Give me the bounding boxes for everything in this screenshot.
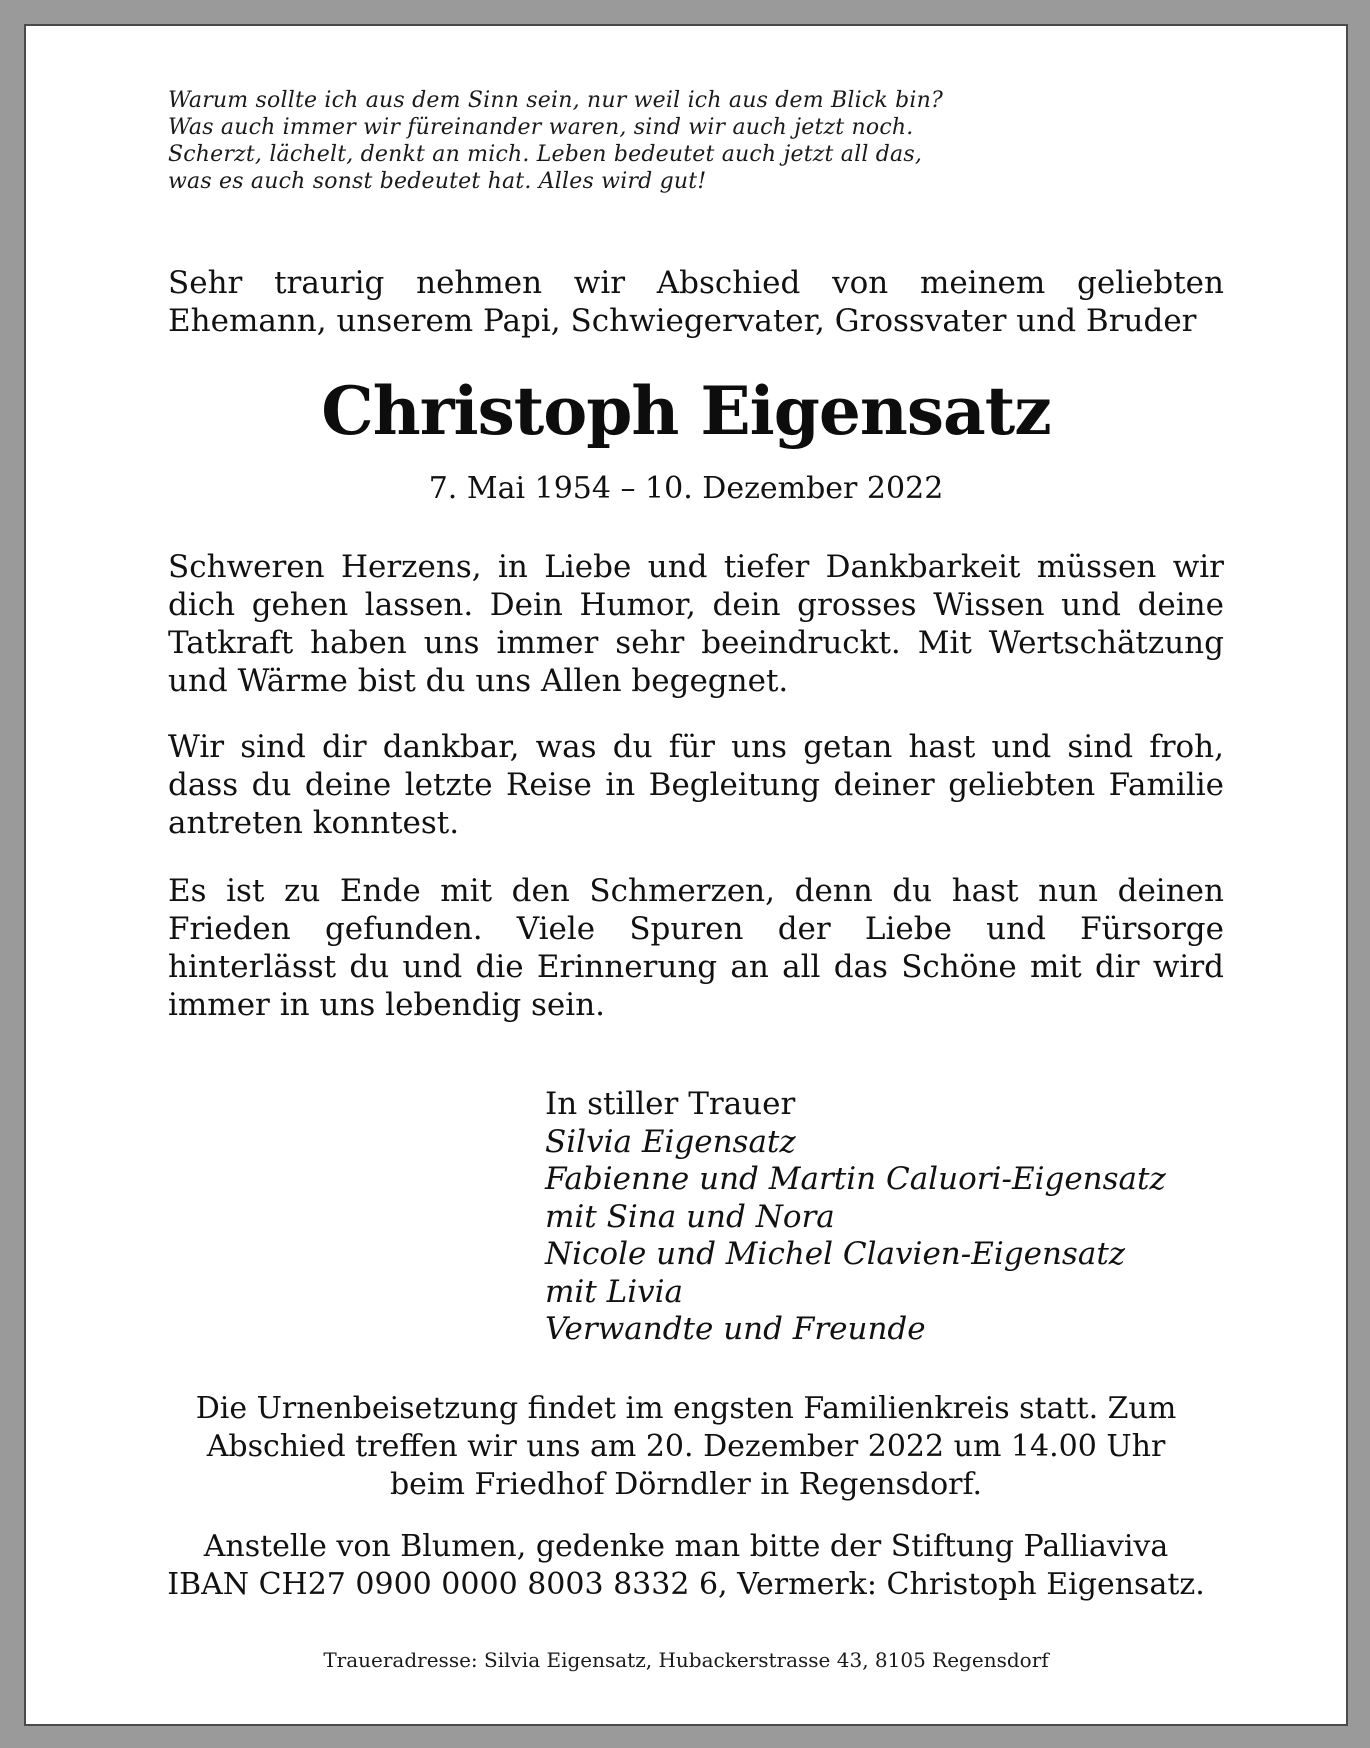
motto-line: Warum sollte ich aus dem Sinn sein, nur weil ich aus dem Blick bin?: [168, 88, 943, 113]
paragraph: Schweren Herzens, in Liebe und tiefer Dankbarkeit müssen wir dich gehen lassen. Dein Humor, dein grosses Wissen und deine Tatkraft haben uns immer sehr beeindruckt. Mit Wertschätzung und Wärme bist du uns Allen begegnet.: [168, 549, 1224, 699]
mourner-name: Fabienne und Martin Caluori-Eigensatz: [545, 1161, 1166, 1197]
mourning-heading: In stiller Trauer: [545, 1086, 796, 1122]
mourner-name: mit Livia: [545, 1273, 684, 1310]
burial-line: Abschied treffen wir uns am 20. Dezember 2022 um 14.00 Uhr: [206, 1429, 1166, 1464]
mourner-name: Silvia Eigensatz: [545, 1123, 796, 1160]
donation-line: Anstelle von Blumen, gedenke man bitte der Stiftung Palliaviva: [203, 1529, 1169, 1564]
deceased-name: Christoph Eigensatz: [321, 372, 1051, 450]
motto-line: Scherzt, lächelt, denkt an mich. Leben bedeutet auch jetzt all das,: [168, 142, 923, 167]
mourner-name: mit Sina und Nora: [545, 1198, 835, 1235]
life-dates: 7. Mai 1954 – 10. Dezember 2022: [428, 471, 944, 506]
intro-text: Sehr traurig nehmen wir Abschied von meinem geliebten Ehemann, unserem Papi, Schwiegervater, Grossvater und Bruder: [168, 265, 1224, 339]
mourner-name: Nicole und Michel Clavien-Eigensatz: [545, 1236, 1126, 1272]
burial-notice: [26, 1390, 1346, 1504]
donation-line: IBAN CH27 0900 0000 8003 8332 6, Vermerk: Christoph Eigensatz.: [167, 1567, 1205, 1602]
burial-line: beim Friedhof Dörndler in Regensdorf.: [389, 1467, 983, 1502]
mourning-address: Traueradresse: Silvia Eigensatz, Hubackerstrasse 43, 8105 Regensdorf: [323, 1648, 1049, 1672]
burial-line: Die Urnenbeisetzung findet im engsten Familienkreis statt. Zum: [195, 1391, 1177, 1426]
motto-line: was es auch sonst bedeutet hat. Alles wird gut!: [168, 169, 707, 194]
paragraph: Es ist zu Ende mit den Schmerzen, denn du hast nun deinen Frieden gefunden. Viele Spuren der Liebe und Fürsorge hinterlässt du und die Erinnerung an all das Schöne mit dir wird immer in uns lebendig sein.: [168, 873, 1224, 1023]
mourner-name: Verwandte und Freunde: [545, 1311, 926, 1347]
paragraph: Wir sind dir dankbar, was du für uns getan hast und sind froh, dass du deine letzte Reise in Begleitung deiner geliebten Familie antreten konntest.: [168, 729, 1224, 841]
donation-notice: [26, 1528, 1346, 1604]
motto-verse: [168, 87, 1068, 195]
obituary-notice: [24, 24, 1348, 1726]
motto-line: Was auch immer wir füreinander waren, sind wir auch jetzt noch.: [168, 115, 914, 140]
mourners-list: [545, 1086, 1305, 1349]
